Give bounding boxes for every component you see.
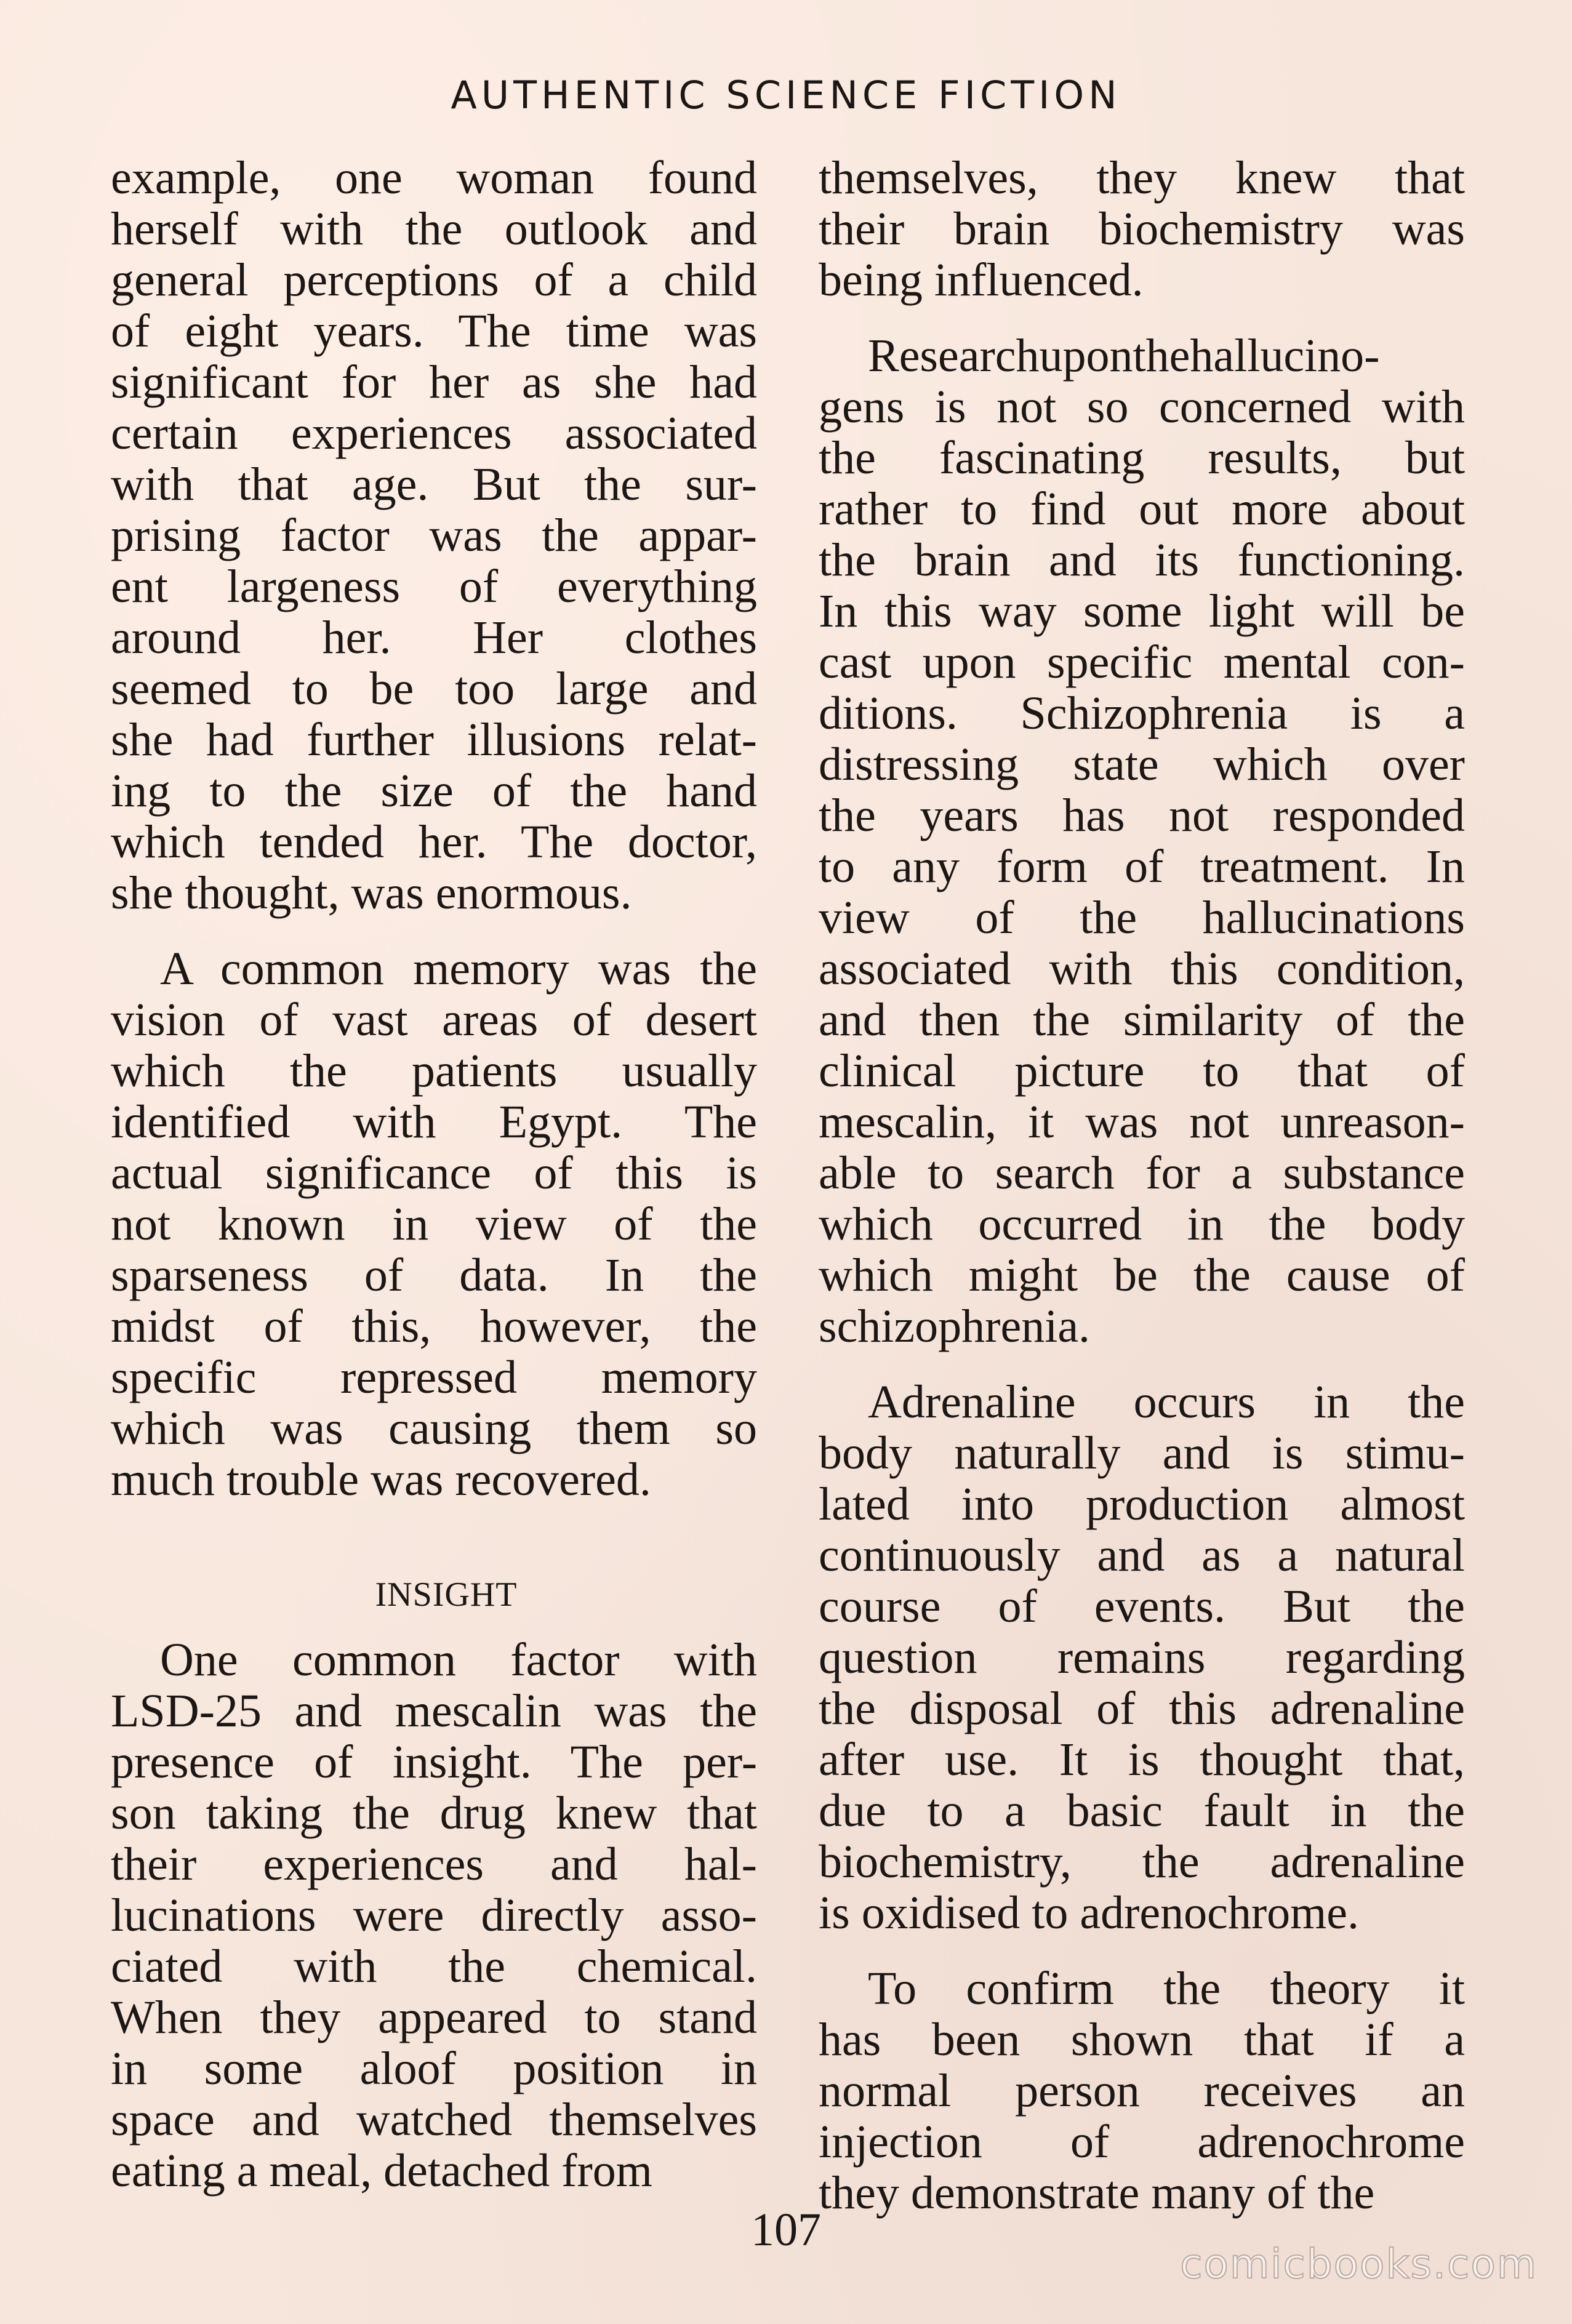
text-line: A common memory was the xyxy=(160,943,757,995)
paragraph xyxy=(819,153,1465,306)
text-line: One common factor with xyxy=(160,1634,757,1686)
text-line: with that age. But the sur- xyxy=(111,459,757,510)
text-line: ent largeness of everything xyxy=(111,561,757,612)
text-line: which occurred in the body xyxy=(819,1198,1465,1250)
text-line: able to search for a substance xyxy=(819,1147,1465,1199)
text-line: has been shown that if a xyxy=(819,2014,1465,2066)
text-line: prising factor was the appar- xyxy=(111,510,757,561)
text-line: which tended her. The doctor, xyxy=(111,816,757,868)
text-line: question remains regarding xyxy=(819,1632,1465,1683)
text-line: seemed to be too large and xyxy=(111,663,757,715)
text-line: ditions. Schizophrenia is a xyxy=(819,687,1465,739)
text-line: sparseness of data. In the xyxy=(111,1249,757,1301)
text-line: injection of adrenochrome xyxy=(819,2116,1465,2168)
text-line: the fascinating results, but xyxy=(819,432,1465,484)
text-line: being influenced. xyxy=(819,254,1144,306)
text-line: distressing state which over xyxy=(819,739,1465,790)
site-watermark: comicbooks.com xyxy=(1180,2240,1538,2288)
text-line: In this way some light will be xyxy=(819,585,1465,637)
text-line: course of events. But the xyxy=(819,1581,1465,1632)
text-line: clinical picture to that of xyxy=(819,1045,1465,1097)
text-line: their experiences and hal- xyxy=(111,1838,757,1890)
text-line: which the patients usually xyxy=(111,1045,757,1097)
text-line: Researchuponthehallucino- xyxy=(868,330,1380,382)
paragraph xyxy=(819,1377,1465,1939)
text-line: general perceptions of a child xyxy=(111,254,757,306)
text-line: Adrenaline occurs in the xyxy=(868,1376,1465,1428)
paragraph xyxy=(111,153,757,919)
text-line: certain experiences associated xyxy=(111,407,757,459)
text-line: ing to the size of the hand xyxy=(111,765,757,817)
text-line: ciated with the chemical. xyxy=(111,1941,757,1992)
paragraph xyxy=(819,1963,1465,2219)
text-line: specific repressed memory xyxy=(111,1352,757,1403)
text-line: the brain and its functioning. xyxy=(819,534,1465,586)
text-line: To confirm the theory it xyxy=(868,1963,1465,2014)
text-line: not known in view of the xyxy=(111,1198,757,1250)
text-line: to any form of treatment. In xyxy=(819,841,1465,892)
text-line: rather to find out more about xyxy=(819,483,1465,535)
text-line: around her. Her clothes xyxy=(111,612,757,663)
text-line: presence of insight. The per- xyxy=(111,1736,757,1788)
text-line: identified with Egypt. The xyxy=(111,1096,757,1148)
text-line: son taking the drug knew that xyxy=(111,1787,757,1839)
left-column xyxy=(111,153,757,2197)
text-line: lucinations were directly asso- xyxy=(111,1889,757,1941)
text-line: themselves, they knew that xyxy=(819,152,1465,204)
paragraph xyxy=(111,1635,757,2197)
text-line: actual significance of this is xyxy=(111,1147,757,1199)
text-line: significant for her as she had xyxy=(111,356,757,408)
text-line: normal person receives an xyxy=(819,2065,1465,2117)
text-line: body naturally and is stimu- xyxy=(819,1427,1465,1479)
text-line: biochemistry, the adrenaline xyxy=(819,1836,1465,1888)
text-line: vision of vast areas of desert xyxy=(111,994,757,1046)
text-line: space and watched themselves xyxy=(111,2094,757,2146)
text-line: after use. It is thought that, xyxy=(819,1734,1465,1785)
text-line: schizophrenia. xyxy=(819,1300,1091,1352)
text-line: the disposal of this adrenaline xyxy=(819,1683,1465,1734)
text-line: gens is not so concerned with xyxy=(819,381,1465,433)
text-line: herself with the outlook and xyxy=(111,203,757,255)
text-line: of eight years. The time was xyxy=(111,305,757,357)
text-line: which might be the cause of xyxy=(819,1249,1465,1301)
text-line: example, one woman found xyxy=(111,152,757,204)
text-line: associated with this condition, xyxy=(819,943,1465,995)
right-column xyxy=(819,153,1465,2219)
text-line: view of the hallucinations xyxy=(819,892,1465,944)
text-line: continuously and as a natural xyxy=(819,1529,1465,1581)
text-line: they demonstrate many of the xyxy=(819,2167,1375,2219)
text-line: lated into production almost xyxy=(819,1478,1465,1530)
text-line: which was causing them so xyxy=(111,1403,757,1454)
text-line: When they appeared to stand xyxy=(111,1992,757,2043)
running-head: AUTHENTIC SCIENCE FICTION xyxy=(451,73,1121,118)
text-line: cast upon specific mental con- xyxy=(819,636,1465,688)
page-number: 107 xyxy=(751,2204,821,2256)
text-line: in some aloof position in xyxy=(111,2043,757,2094)
text-line: is oxidised to adrenochrome. xyxy=(819,1887,1360,1939)
text-line: she thought, was enormous. xyxy=(111,867,632,919)
paragraph xyxy=(111,944,757,1505)
text-line: eating a meal, detached from xyxy=(111,2145,652,2197)
text-line: midst of this, however, the xyxy=(111,1300,757,1352)
text-line: she had further illusions relat- xyxy=(111,714,757,766)
text-line: and then the similarity of the xyxy=(819,994,1465,1046)
text-line: much trouble was recovered. xyxy=(111,1454,651,1505)
text-line: the years has not responded xyxy=(819,790,1465,841)
section-subhead: INSIGHT xyxy=(375,1576,518,1614)
text-line: due to a basic fault in the xyxy=(819,1785,1465,1837)
text-line: LSD-25 and mescalin was the xyxy=(111,1685,757,1737)
text-line: mescalin, it was not unreason- xyxy=(819,1096,1465,1148)
text-line: their brain biochemistry was xyxy=(819,203,1465,255)
paragraph xyxy=(819,331,1465,1352)
